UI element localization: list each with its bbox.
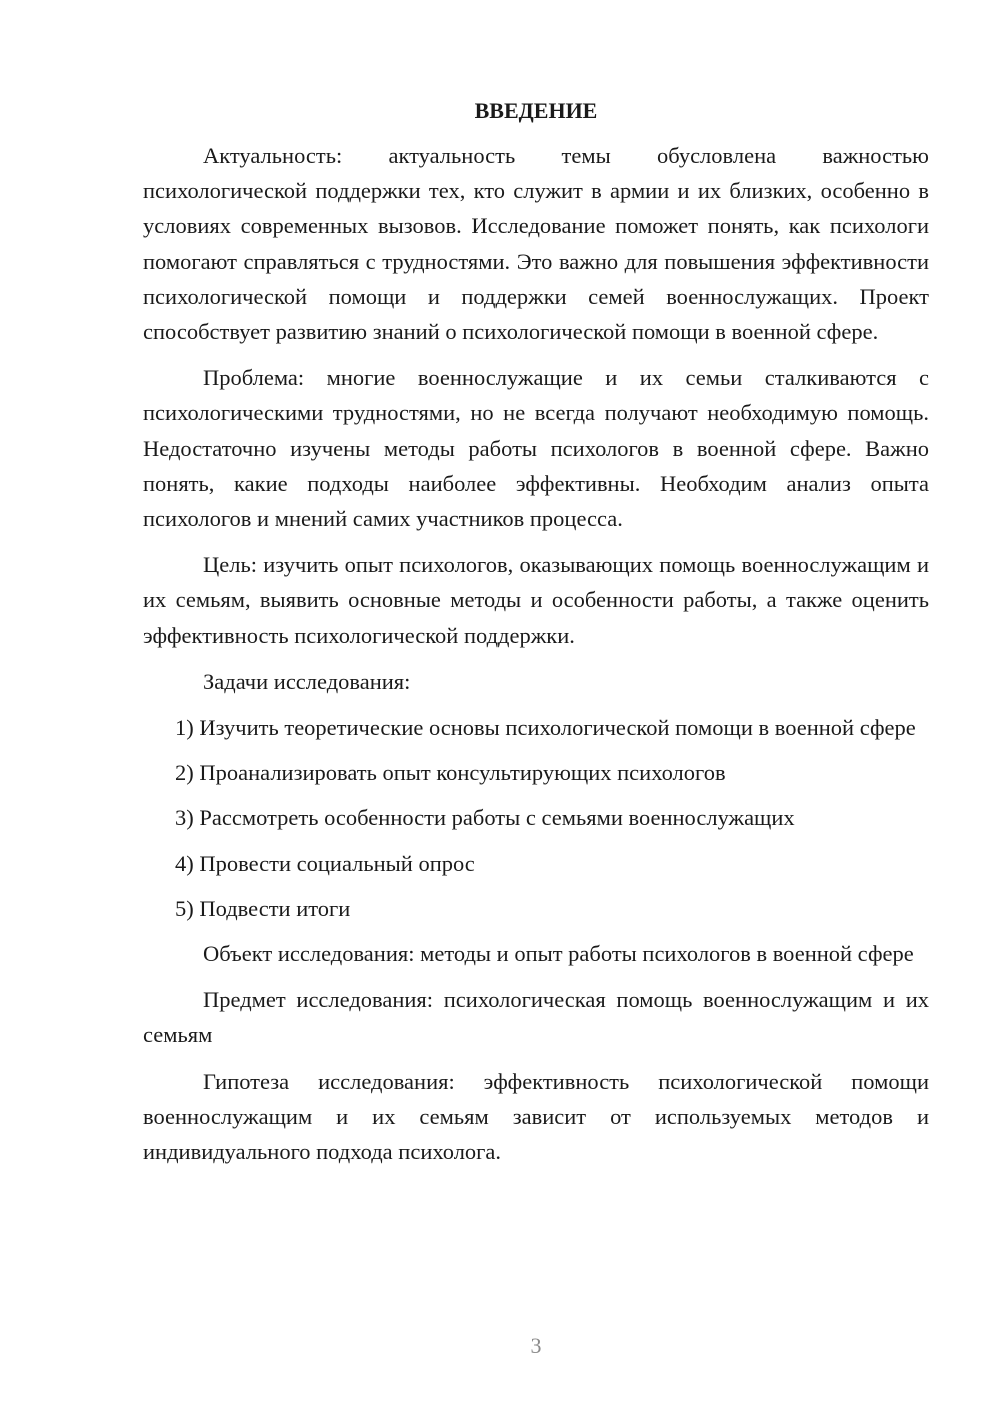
list-item: 2) Проанализировать опыт консультирующих психологов — [175, 760, 726, 786]
goal-paragraph: Цель: изучить опыт психологов, оказывающих помощь военнослужащим и их семьям, выявить основные методы и особенности работы, а также оценить эффективность психологической поддержки. — [143, 552, 929, 648]
document-page — [143, 95, 929, 1180]
tasks-list — [143, 710, 929, 926]
relevance-paragraph: Актуальность: актуальность темы обусловлена важностью психологической поддержки тех, кто служит в армии и их близких, особенно в условиях современных вызовов. Исследование поможет понять, как психологи помогают справляться с трудностями. Это важно для повышения эффективности психологической помощи и поддержки семей военнослужащих. Проект способствует развитию знаний о психологической помощи в военной сфере. — [143, 143, 929, 345]
list-item: 5) Подвести итоги — [175, 895, 351, 921]
object-paragraph: Объект исследования: методы и опыт работы психологов в военной сфере — [203, 941, 914, 967]
problem-paragraph: Проблема: многие военнослужащие и их семьи сталкиваются с психологическими трудностями, но не всегда получают необходимую помощь. Недостаточно изучены методы работы психологов в военной сфере. Важно понять, какие подходы наиболее эффективны. Необходим анализ опыта психологов и мнений самих участников процесса. — [143, 365, 929, 532]
list-item: 1) Изучить теоретические основы психологической помощи в военной сфере — [175, 715, 916, 741]
page-number: 3 — [530, 1333, 542, 1358]
tasks-heading: Задачи исследования: — [203, 668, 411, 694]
section-title: ВВЕДЕНИЕ — [474, 98, 598, 123]
list-item: 4) Провести социальный опрос — [175, 850, 475, 876]
subject-paragraph: Предмет исследования: психологическая помощь военнослужащим и их семьям — [143, 987, 929, 1048]
hypothesis-paragraph: Гипотеза исследования: эффективность психологической помощи военнослужащим и их семьям зависит от используемых методов и индивидуального подхода психолога. — [143, 1068, 929, 1165]
list-item: 3) Рассмотреть особенности работы с семьями военнослужащих — [175, 805, 795, 831]
